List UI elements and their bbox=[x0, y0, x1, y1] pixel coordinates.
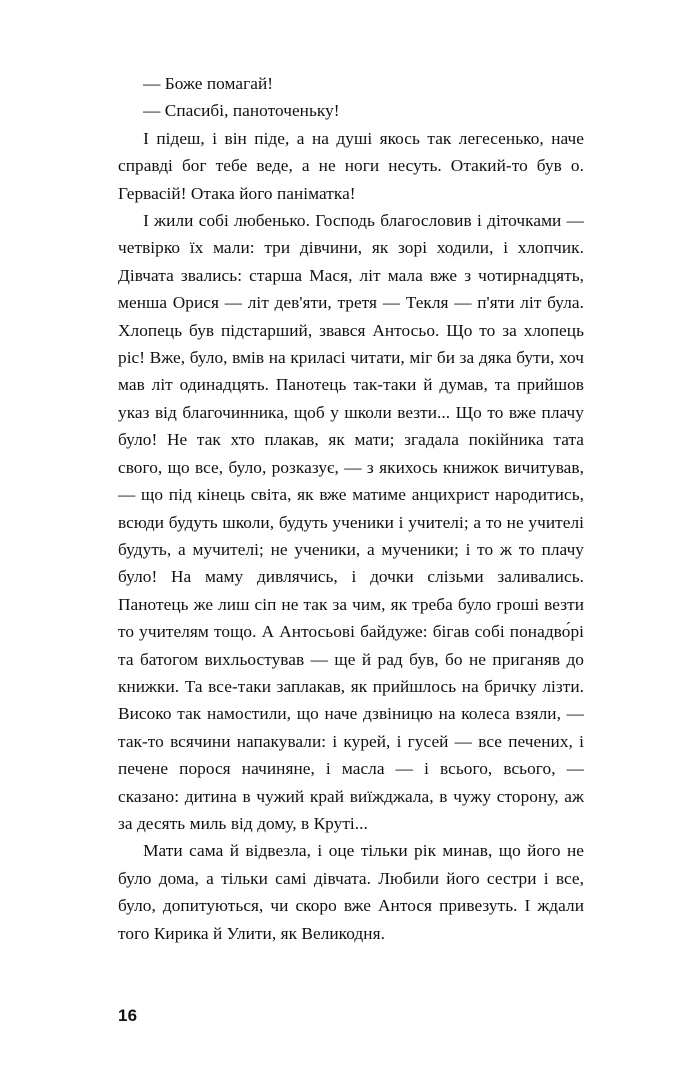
paragraph-4: І жили собі любенько. Господь благословив і діточками — четвірко їх мали: три дівчини, як зорі ходили, і хлопчик. Дівчата звались: старша Мася, літ мала вже з чотирнадцять, менша Орися — літ дев'яти, третя — Текля — п'яти літ була. Хлопець був підстарший, звався Антосьо. Що то за хлопець ріс! Вже, було, вмів на криласі читати, міг би за дяка бути, хоч мав літ одинадцять. Панотець так-таки й думав, та прийшов указ від благочинника, щоб у школи везти... Що то вже плачу було! Не так хто плакав, як мати; згадала покійника тата свого, що все, було, розказує, — з якихось книжок вичитував, — що під кінець світа, як вже матиме анцихрист народитись, всюди будуть школи, будуть ученики і учителі; а то не учителі будуть, а мучителі; не ученики, а мученики; і то ж то плачу було! На маму дивлячись, і дочки слізьми заливались. Панотець же лиш сіп не так за чим, як треба було гроші везти то учителям тощо. А Антосьові байдуже: бігав собі понадво́рі та батогом вихльостував — ще й рад був, бо не приганяв до книжки. Та все-таки заплакав, як прийшлось на бричку лізти. Високо так намостили, що наче дзвіницю на колеса взяли, — так-то всячини напакували: і курей, і гусей — все печених, і печене порося начиняне, і масла — і всього, всього, — сказано: дитина в чужий край виїжджала, в чужу сторону, аж за десять миль від дому, в Круті... bbox=[118, 211, 584, 833]
page-number: 16 bbox=[118, 1006, 138, 1025]
paragraph-dialogue-2: — Спасибі, паноточеньку! bbox=[143, 101, 340, 121]
paragraph-5: Мати сама й відвезла, і оце тільки рік минав, що його не було дома, а тільки самі дівчата. Любили його сестри і все, було, допитуються, чи скоро вже Антося привезуть. І ждали того Кирика й Улити, як Великодня. bbox=[118, 841, 584, 943]
paragraph-dialogue-1: — Боже помагай! bbox=[143, 74, 274, 93]
page-body bbox=[118, 70, 584, 947]
paragraph-3: І підеш, і він піде, а на душі якось так легесенько, наче справді бог тебе веде, а не ноги несуть. Отакий-то був о. Гервасій! Отака його паніматка! bbox=[118, 128, 584, 203]
